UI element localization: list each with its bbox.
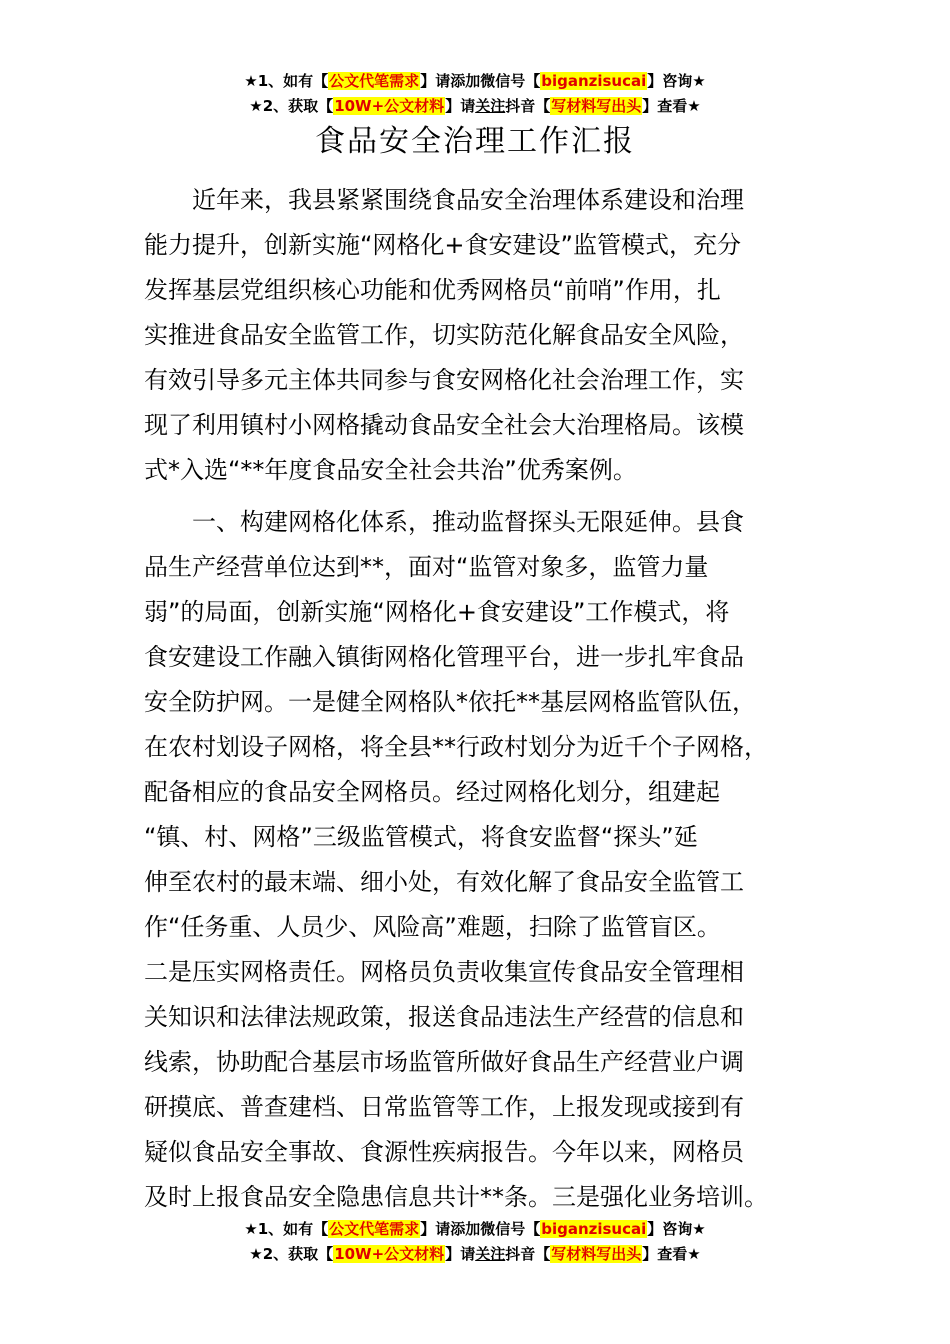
paragraph-2 [144,500,810,1220]
paragraph-line: 有效引导多元主体共同参与食安网格化社会治理工作，实 [144,366,744,394]
paragraph-line: 一、构建网格化体系，推动监督探头无限延伸。县食 [192,508,744,536]
promo-text: 】咨询★ [647,1220,706,1238]
paragraph-line: “镇、村、网格”三级监管模式，将食安监督“探头”延 [144,823,698,851]
paragraph-line: 配备相应的食品安全网格员。经过网格化划分，组建起 [144,778,720,806]
promo-text: ★2、获取【 [249,1245,334,1263]
paragraph-line: 伸至农村的最末端、细小处，有效化解了食品安全监管工 [144,868,744,896]
promo-highlight: 公文代笔需求 [329,72,420,90]
promo-highlight: biganzisucai [541,72,647,90]
paragraph-1 [144,178,810,493]
paragraph-line: 弱”的局面，创新实施“网格化+食安建设”工作模式，将 [144,598,730,626]
promo-highlight: 公文代笔需求 [329,1220,420,1238]
document-title: 食品安全治理工作汇报 [315,124,635,159]
footer-promo [0,1218,950,1268]
promo-text: 抖音【 [505,1245,551,1263]
promo-text: 】请 [445,1245,476,1263]
paragraph-line: 二是压实网格责任。网格员负责收集宣传食品安全管理相 [144,958,744,986]
paragraph-line: 实推进食品安全监管工作，切实防范化解食品安全风险， [144,321,744,349]
paragraph-line: 近年来，我县紧紧围绕食品安全治理体系建设和治理 [192,186,744,214]
paragraph-line: 在农村划设子网格，将全县**行政村划分为近千个子网格， [144,733,768,761]
paragraph-line: 及时上报食品安全隐患信息共计**条。三是强化业务培训。 [144,1183,768,1211]
promo-highlight: 10W+公文材料 [334,97,445,115]
footer-promo-line-2 [0,1243,950,1268]
paragraph-line: 安全防护网。一是健全网格队*依托**基层网格监管队伍， [144,688,756,716]
header-promo-line-2 [0,95,950,120]
paragraph-line: 发挥基层党组织核心功能和优秀网格员“前哨”作用，扎 [144,276,721,304]
promo-text: 】请 [445,97,476,115]
footer-promo-line-1 [0,1218,950,1243]
promo-text: 】查看★ [642,1245,701,1263]
paragraph-line: 能力提升，创新实施“网格化+食安建设”监管模式，充分 [144,231,741,259]
paragraph-line: 现了利用镇村小网格撬动食品安全社会大治理格局。该模 [144,411,744,439]
promo-highlight: biganzisucai [541,1220,647,1238]
promo-text: ★1、如有【 [244,1220,329,1238]
promo-text: 】咨询★ [647,72,706,90]
paragraph-line: 疑似食品安全事故、食源性疾病报告。今年以来，网格员 [144,1138,744,1166]
header-promo-line-1 [0,70,950,95]
promo-underline: 关注 [475,97,506,115]
paragraph-line: 食安建设工作融入镇街网格化管理平台，进一步扎牢食品 [144,643,744,671]
paragraph-line: 研摸底、普查建档、日常监管等工作，上报发现或接到有 [144,1093,744,1121]
promo-highlight: 写材料写出头 [551,97,642,115]
paragraph-line: 作“任务重、人员少、风险高”难题，扫除了监管盲区。 [144,913,721,941]
paragraph-line: 关知识和法律法规政策，报送食品违法生产经营的信息和 [144,1003,744,1031]
promo-text: 】查看★ [642,97,701,115]
promo-text: 】请添加微信号【 [420,1220,541,1238]
promo-highlight: 写材料写出头 [551,1245,642,1263]
header-promo [0,70,950,120]
promo-text: ★1、如有【 [244,72,329,90]
promo-text: ★2、获取【 [249,97,334,115]
paragraph-line: 式*入选“**年度食品安全社会共治”优秀案例。 [144,456,637,484]
promo-text: 】请添加微信号【 [420,72,541,90]
promo-underline: 关注 [475,1245,506,1263]
paragraph-line: 品生产经营单位达到**，面对“监管对象多，监管力量 [144,553,709,581]
promo-text: 抖音【 [505,97,551,115]
paragraph-line: 线索，协助配合基层市场监管所做好食品生产经营业户调 [144,1048,744,1076]
promo-highlight: 10W+公文材料 [334,1245,445,1263]
